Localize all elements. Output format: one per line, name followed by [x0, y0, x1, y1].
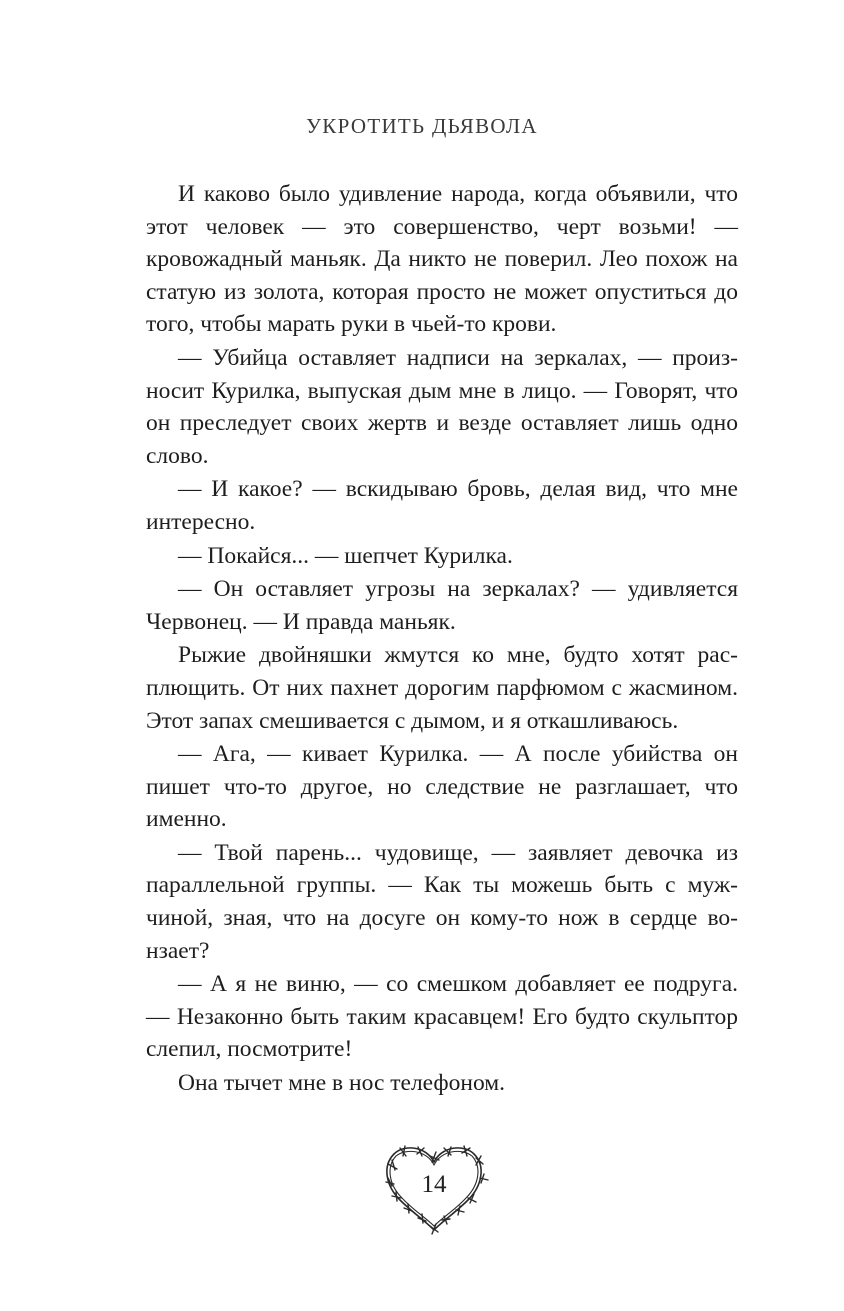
paragraph: — Покайся... — шепчет Курилка.	[178, 542, 513, 569]
paragraph: Она тычет мне в нос телефоном.	[178, 1070, 505, 1097]
running-head: УКРОТИТЬ ДЬЯВОЛА	[306, 114, 538, 138]
paragraph: И каково было удивление народа, когда объявили, что этот человек — это совершенство, черт возьми! — кровожадный маньяк. Да никто не поверил. Лео похож на статую из золота, которая просто не может опуститься до того, чтобы марать руки в чьей-то крови.	[146, 181, 738, 338]
paragraph: Рыжие двойняшки жмутся ко мне, будто хотят расплющить. От них пахнет дорогим парфюмом с жасмином. Этот запах смешивается с дымом, и я откашливаюсь.	[146, 642, 738, 734]
paragraph: — Ага, — кивает Курилка. — А после убийства он пишет что-то другое, но следствие не разглашает, что именно.	[146, 741, 738, 833]
body-text	[146, 178, 738, 1101]
page-number: 14	[421, 1171, 447, 1198]
page-folio	[378, 1138, 490, 1238]
paragraph: — Убийца оставляет надписи на зеркалах, — произносит Курилка, выпуская дым мне в лицо. — Говорят, что он преследует своих жертв и везде оставляет лишь одно слово.	[146, 344, 738, 469]
paragraph: — Он оставляет угрозы на зеркалах? — удивляется Червонец. — И правда маньяк.	[146, 576, 738, 635]
paragraph: — Твой парень... чудовище, — заявляет девочка из параллельной группы. — Как ты можешь быть с мужчиной, зная, что на досуге он кому-то нож в сердце вонзает?	[146, 839, 738, 964]
paragraph: — А я не виню, — со смешком добавляет ее подруга. — Незаконно быть таким красавцем! Его будто скульптор слепил, посмотрите!	[146, 971, 738, 1063]
paragraph: — И какое? — вскидываю бровь, делая вид, что мне интересно.	[146, 476, 738, 535]
